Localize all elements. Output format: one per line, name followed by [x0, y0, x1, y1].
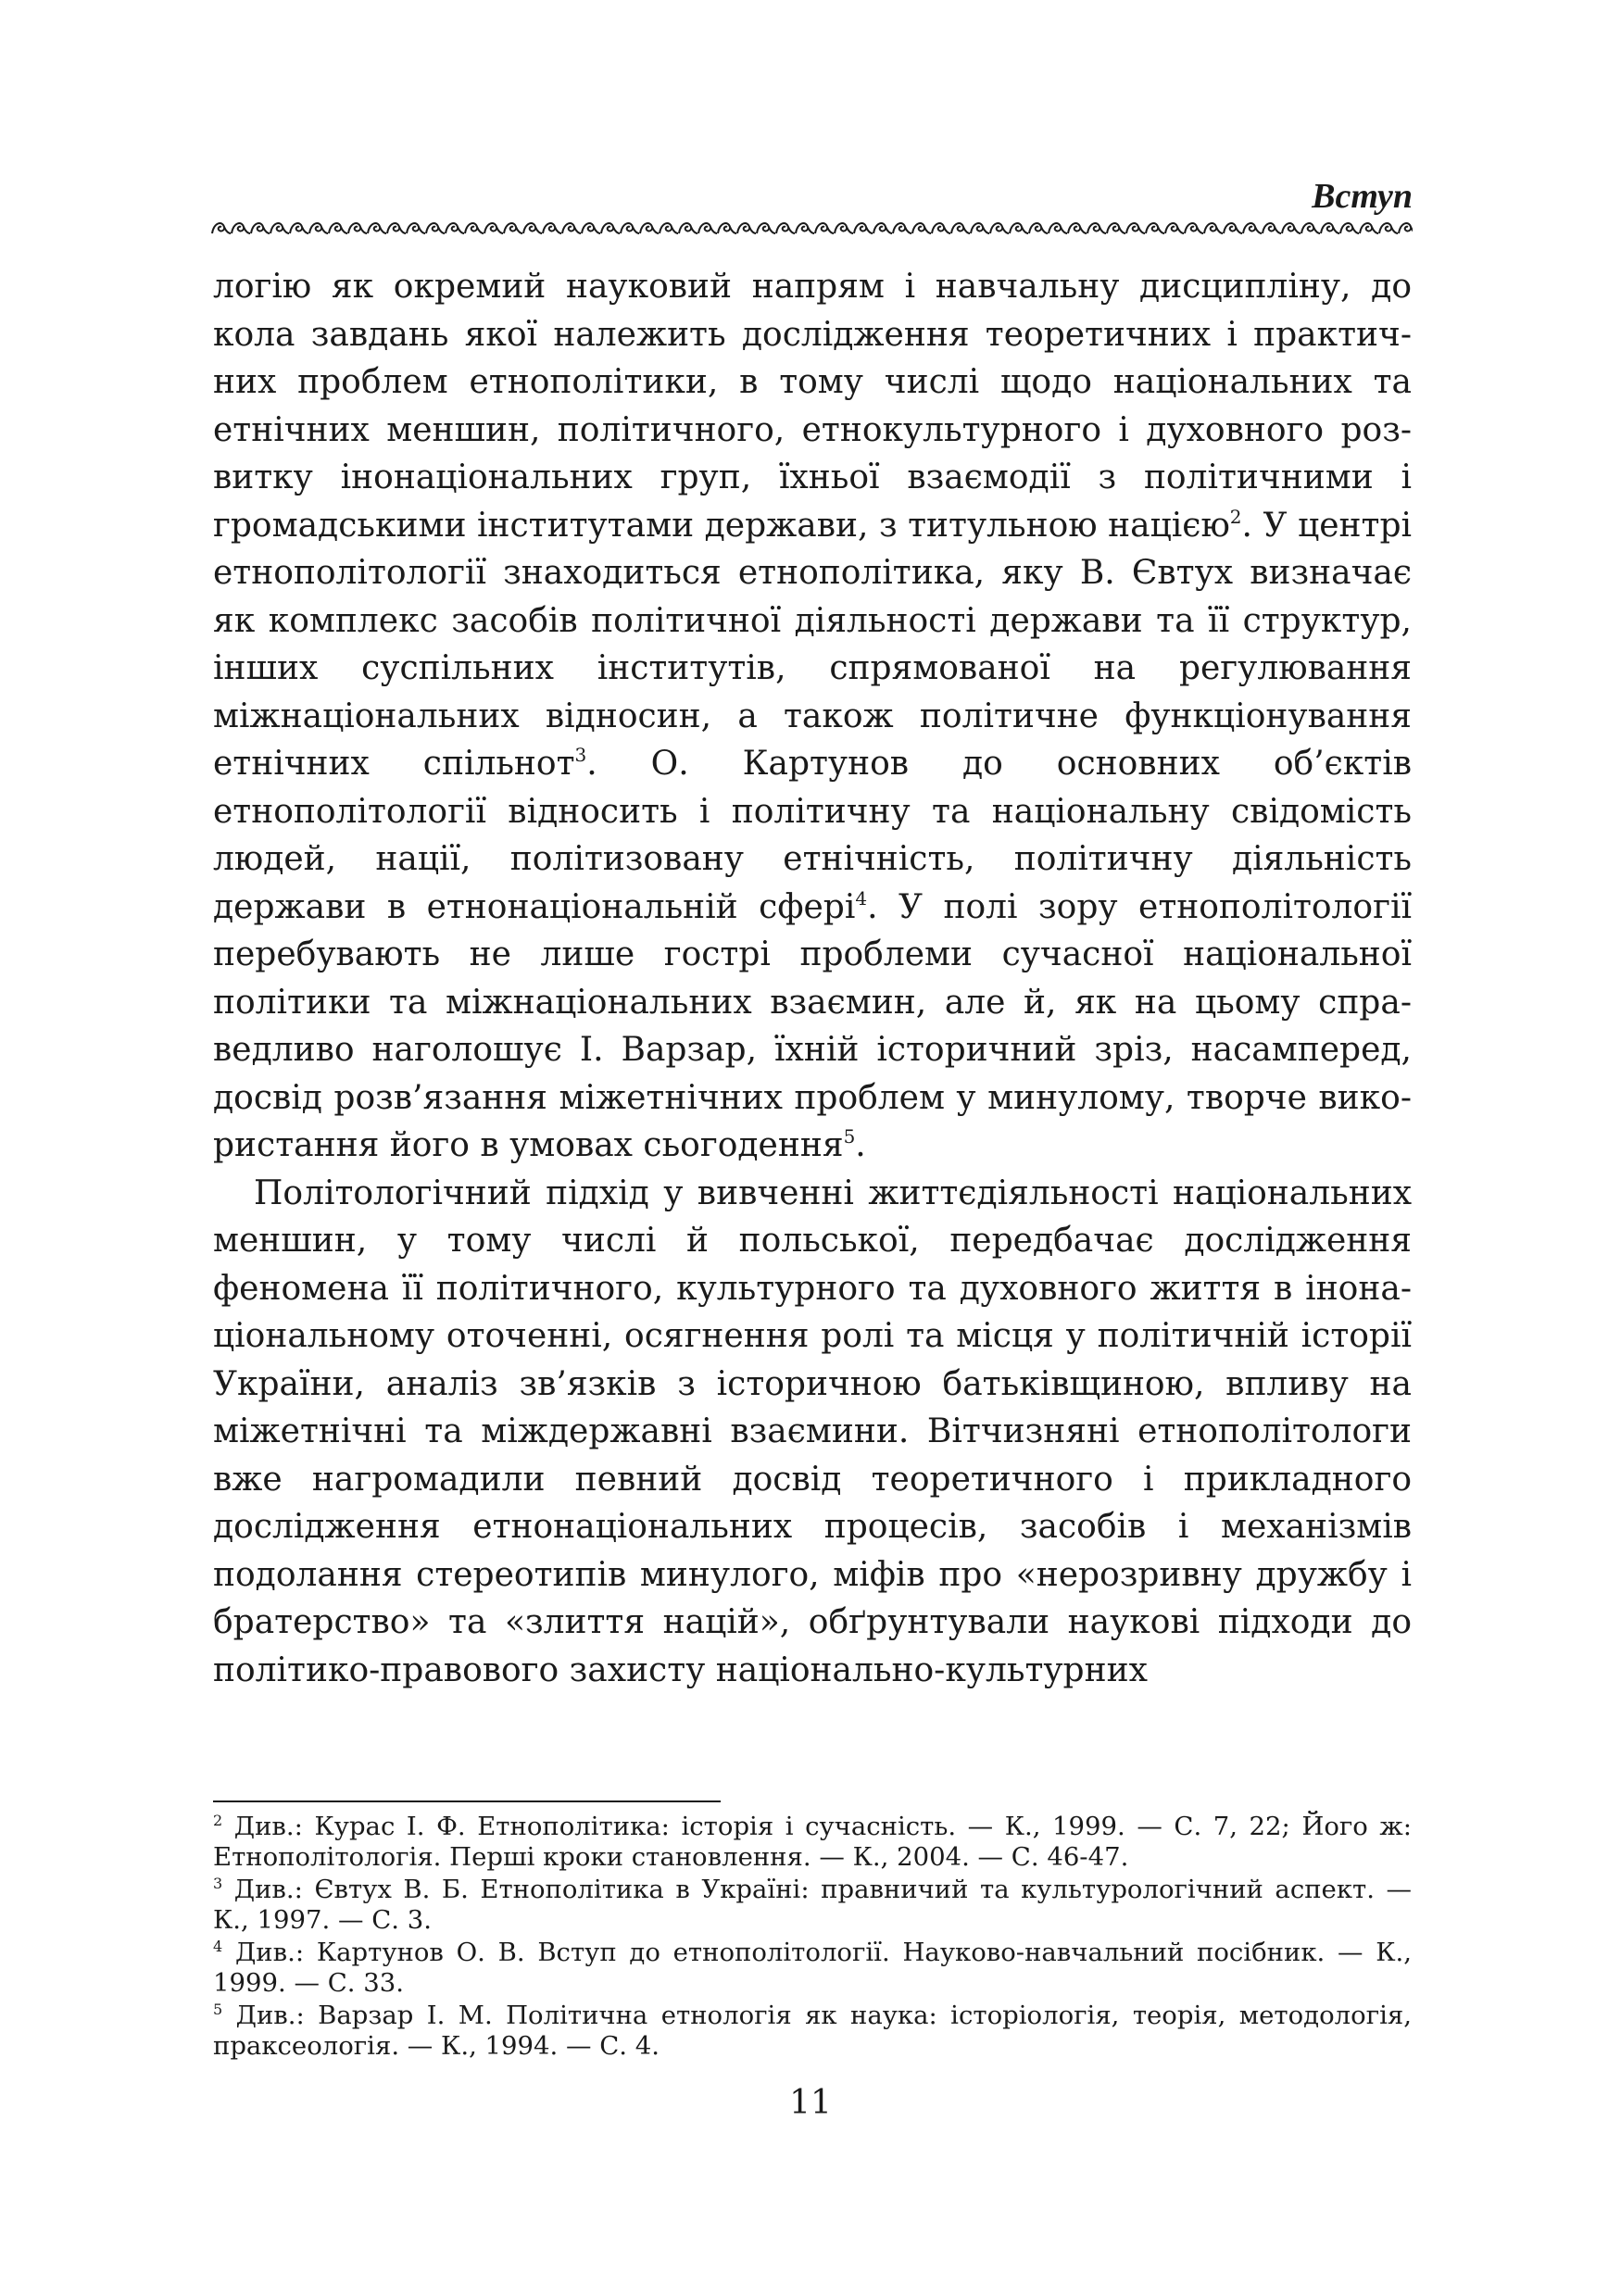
footnote-ref-4[interactable]: 4 — [855, 886, 868, 910]
footnote-2 — [213, 1812, 1412, 1873]
footnote-number: 2 — [213, 1812, 223, 1829]
footnote-text: Див.: Картунов О. В. Вступ до етнополітології. Науково-навчальний посібник. — К., 1999. — С. 33. — [213, 1938, 1412, 1998]
paragraph-1-part-4: . У полі зору етнополітології перебувають не лише гострі проблеми сучасної національної політики та міжнаціональних взаємин, але й, як на цьому справедливо наголошує І. Варзар, їхній історичний зріз, насамперед, досвід розв’язання міжетнічних проблем у минулому, творче використання його в умовах сьогодення — [213, 887, 1412, 1164]
footnote-ref-2[interactable]: 2 — [1229, 505, 1242, 528]
page-number: 11 — [789, 2084, 832, 2122]
footnote-text: Див.: Євтух В. Б. Етнополітика в Україні: правничий та культурологічний аспект. — К., 1997. — С. 3. — [213, 1875, 1412, 1935]
decorative-wave-border — [211, 218, 1413, 238]
footnote-number: 5 — [213, 2001, 223, 2018]
footnote-number: 3 — [213, 1875, 223, 1892]
footnote-text: Див.: Варзар І. М. Політична етнологія як наука: історіологія, теорія, методологія, праксеологія. — К., 1994. — С. 4. — [213, 2001, 1412, 2061]
main-text — [213, 263, 1412, 1694]
footnote-ref-3[interactable]: 3 — [574, 744, 587, 766]
paragraph-1-part-3: . О. Картунов до основних об’єктів етнополітології відносить і політичну та національну свідомість людей, нації, політизовану етнічність, політичну діяльність держави в етнонаціональній сфері — [213, 745, 1412, 926]
footnote-4 — [213, 1938, 1412, 1999]
footnotes — [213, 1812, 1412, 2064]
paragraph-1-part-2: . У центрі етнополітології знаходиться етнополітика, яку В. Євтух визначає як комплекс засобів політичної діяльності держави та її структур, інших суспільних інститутів, спрямованої на регулювання міжнаціональних відносин, а також політичне функціонування етнічних спільнот — [213, 506, 1413, 783]
paragraph-1-part-5: . — [855, 1126, 866, 1164]
footnote-ref-5[interactable]: 5 — [843, 1125, 856, 1148]
footnote-text: Див.: Курас І. Ф. Етнополітика: історія і сучасність. — К., 1999. — С. 7, 22; Його ж: Етнополітологія. Перші кроки становлення. — К., 2004. — С. 46-47. — [213, 1812, 1412, 1872]
paragraph-1 — [213, 263, 1412, 1170]
footnote-5 — [213, 2001, 1412, 2062]
paragraph-2: Політологічний підхід у вивченні життєдіяльності національних меншин, у тому числі й польської, передбачає дослідження феномена її політичного, культурного та духовного життя в інонаціональному оточенні, осягнення ролі та місця у політичній історії України, аналіз зв’язків з історичною батьківщиною, впливу на міжетнічні та міждержавні взаємини. Вітчизняні етнополітологи вже нагромадили певний досвід теоретичного і прикладного дослідження етнонаціональних процесів, засобів і механізмів подолання стереотипів минулого, міфів про «нерозривну дружбу і братерство» та «злиття націй», обґрунтували наукові підходи до політико-правового захисту національно-культурних — [213, 1173, 1412, 1689]
footnote-3 — [213, 1875, 1412, 1936]
paragraph-1-part-1: логію як окремий науковий напрям і навчальну дисципліну, до кола завдань якої належить дослідження теоретичних і практичних проблем етнополітики, в тому числі щодо національних та етнічних меншин, політичного, етнокультурного і духовного розвитку інонаціональних груп, їхньої взаємодії з політичними і громадськими інститутами держави, з титульною нацією — [213, 268, 1412, 545]
footnote-separator — [213, 1800, 721, 1802]
footnote-number: 4 — [213, 1938, 223, 1955]
running-head-title: Вступ — [1312, 177, 1413, 216]
